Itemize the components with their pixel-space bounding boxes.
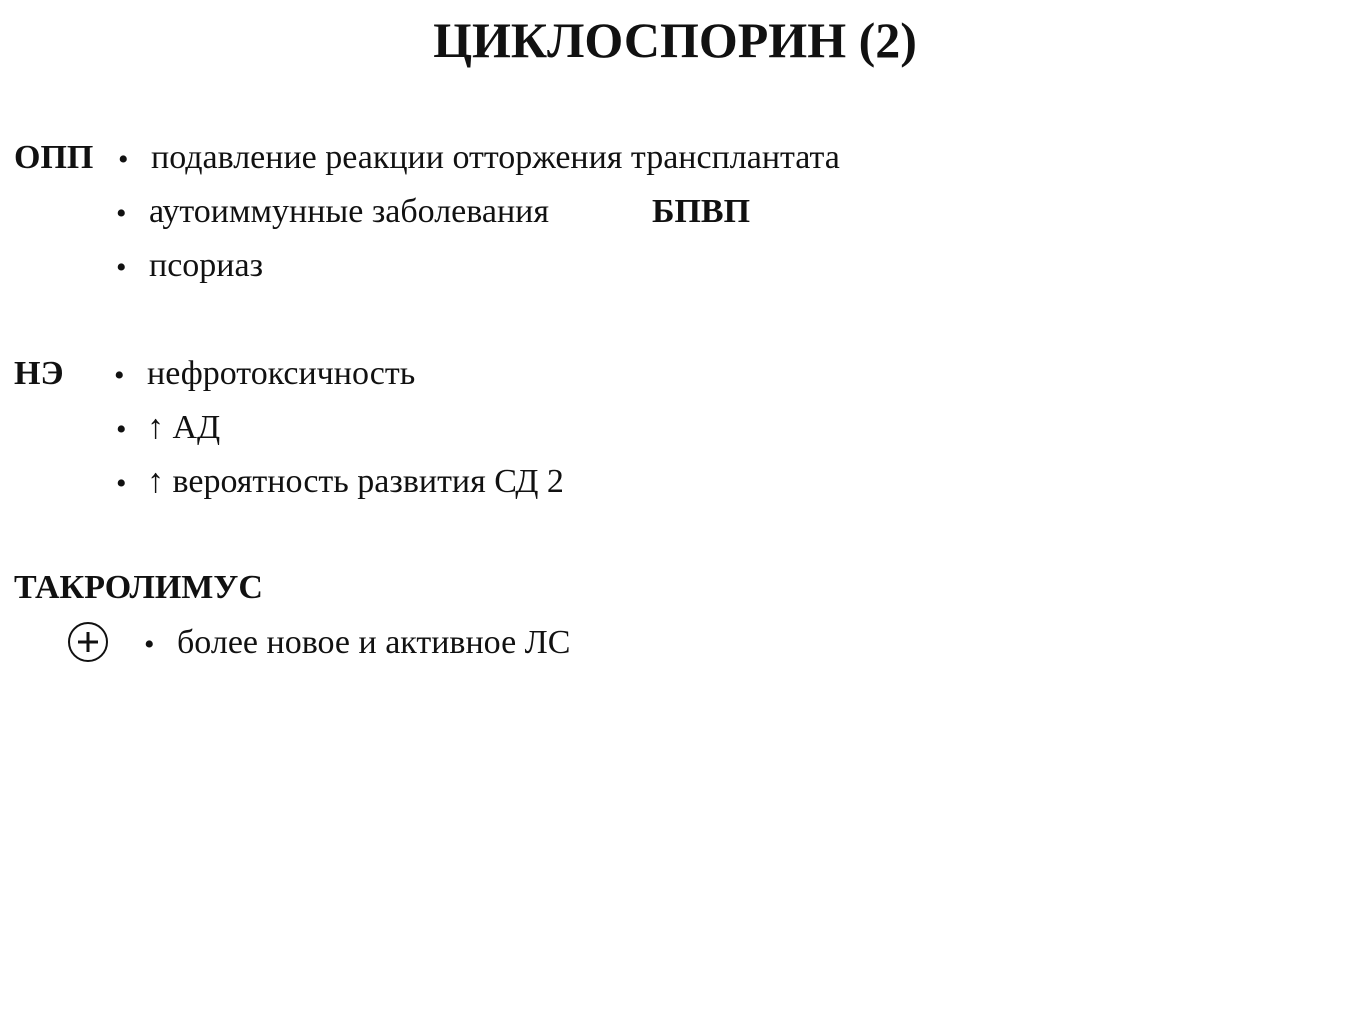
side-note-bpvp: БПВП: [652, 193, 751, 230]
ne-item-3: ↑ вероятность развития СД 2: [147, 463, 564, 500]
bullet-marker: •: [116, 467, 127, 500]
opp-item-1: подавление реакции отторжения трансплантата: [151, 139, 840, 176]
slide-title: ЦИКЛОСПОРИН (2): [433, 12, 917, 68]
bullet-marker: •: [118, 143, 129, 176]
opp-item-2: аутоиммунные заболевания: [149, 193, 549, 230]
bullet-marker: •: [144, 628, 155, 661]
bullet-marker: •: [116, 413, 127, 446]
tacrolimus-item-1: более новое и активное ЛС: [177, 624, 571, 661]
bullet-marker: •: [116, 251, 127, 284]
opp-item-3: псориаз: [149, 247, 264, 284]
ne-item-1: нефротоксичность: [147, 355, 416, 392]
section-label-ne: НЭ: [14, 355, 64, 392]
bullet-marker: •: [116, 197, 127, 230]
section-label-tacrolimus: ТАКРОЛИМУС: [14, 569, 263, 606]
ne-item-2: ↑ АД: [147, 409, 221, 446]
plus-circle-icon: [67, 621, 109, 663]
bullet-marker: •: [114, 359, 125, 392]
section-label-opp: ОПП: [14, 139, 94, 176]
